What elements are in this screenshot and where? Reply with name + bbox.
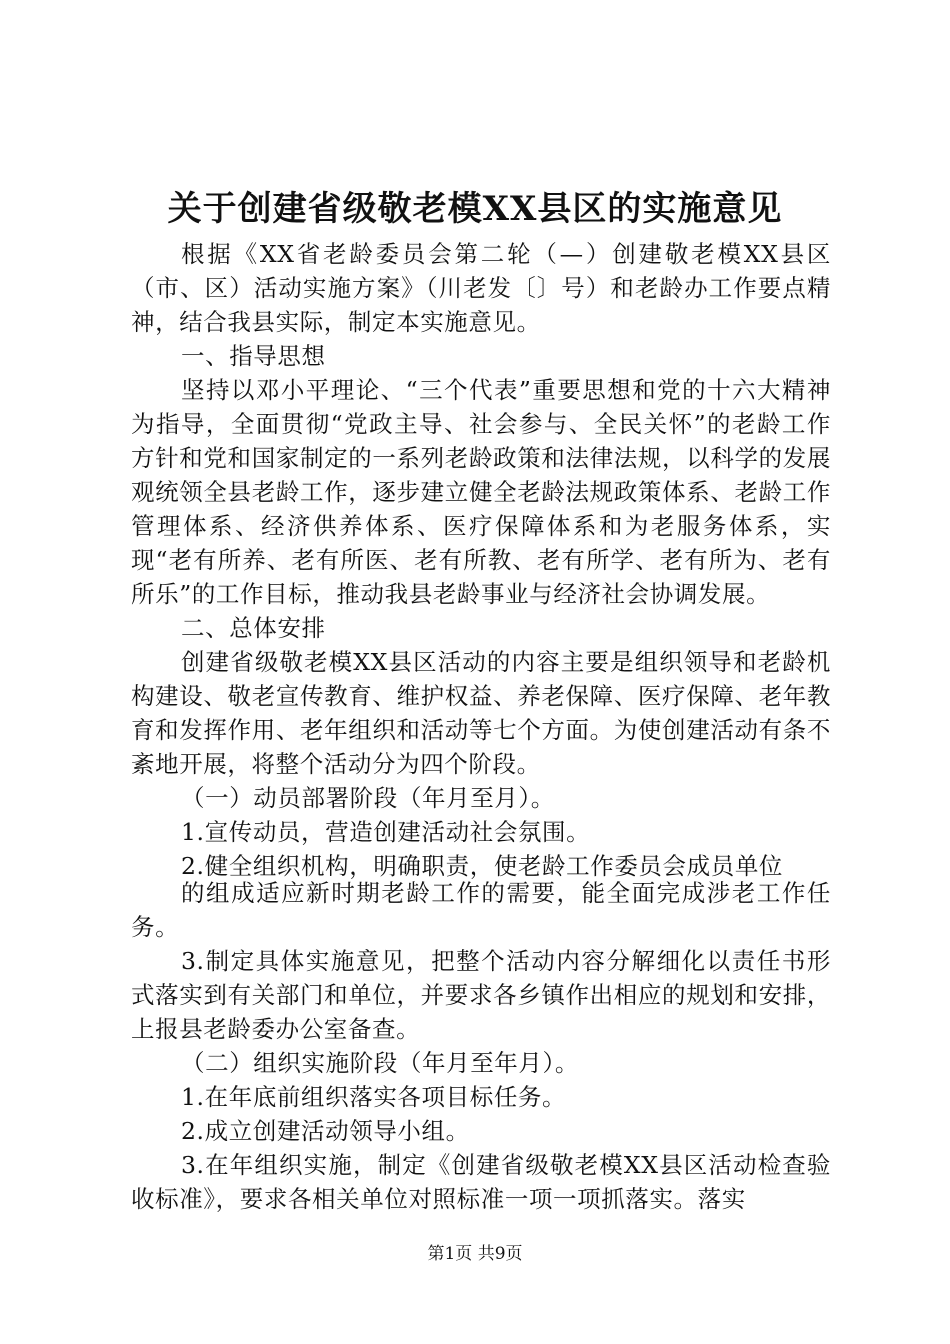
list-item: 2.成立创建活动领导小组。 [181,1117,470,1145]
list-item: 2.健全组织机构，明确职责，使老龄工作委员会成员单位 [181,852,784,880]
overall-arrangement-paragraph: 创建省级敬老模XX县区活动的内容主要是组织领导和老龄机构建设、敬老宣传教育、维护权益、养老保障、医疗保障、老年教育和发挥作用、老年组织和活动等七个方面。为使创建活动有条不紊地开展，将整个活动分为四个阶段。 [131,648,831,778]
section-heading-guiding-ideology: 一、指导思想 [181,342,326,370]
list-item: 3.在年组织实施，制定《创建省级敬老模XX县区活动检查验收标准》，要求各相关单位对照标准一项一项抓落实。落实 [131,1151,831,1213]
continued-paragraph: 的组成适应新时期老龄工作的需要，能全面完成涉老工作任务。 [131,879,831,941]
page-number-footer: 第1页 共9页 [427,1244,523,1264]
guiding-ideology-paragraph: 坚持以邓小平理论、“三个代表”重要思想和党的十六大精神为指导，全面贯彻“党政主导、社会参与、全民关怀”的老龄工作方针和党和国家制定的一系列老龄政策和法律法规，以科学的发展观统领全县老龄工作，逐步建立健全老龄法规政策体系、老龄工作管理体系、经济供养体系、医疗保障体系和为老服务体系，实现“老有所养、老有所医、老有所教、老有所学、老有所为、老有所乐”的工作目标，推动我县老龄事业与经济社会协调发展。 [131,376,831,608]
body-section-top [131,237,831,883]
intro-paragraph: 根据《XX省老龄委员会第二轮（—）创建敬老模XX县区（市、区）活动实施方案》（川老发〔〕号）和老龄办工作要点精神，结合我县实际，制定本实施意见。 [131,240,831,336]
phase-heading-mobilization: （一）动员部署阶段（年月至月）。 [181,784,555,812]
list-item: 1.在年底前组织落实各项目标任务。 [181,1083,567,1111]
section-heading-overall-arrangement: 二、总体安排 [181,614,326,642]
document-title: 关于创建省级敬老模XX县区的实施意见 [167,189,783,229]
list-item: 3.制定具体实施意见，把整个活动内容分解细化以责任书形式落实到有关部门和单位，并要求各乡镇作出相应的规划和安排，上报县老龄委办公室备查。 [131,947,831,1043]
phase-heading-implementation: （二）组织实施阶段（年月至年月）。 [181,1049,579,1077]
list-item: 1.宣传动员，营造创建活动社会氛围。 [181,818,591,846]
body-section-bottom [131,876,831,1216]
